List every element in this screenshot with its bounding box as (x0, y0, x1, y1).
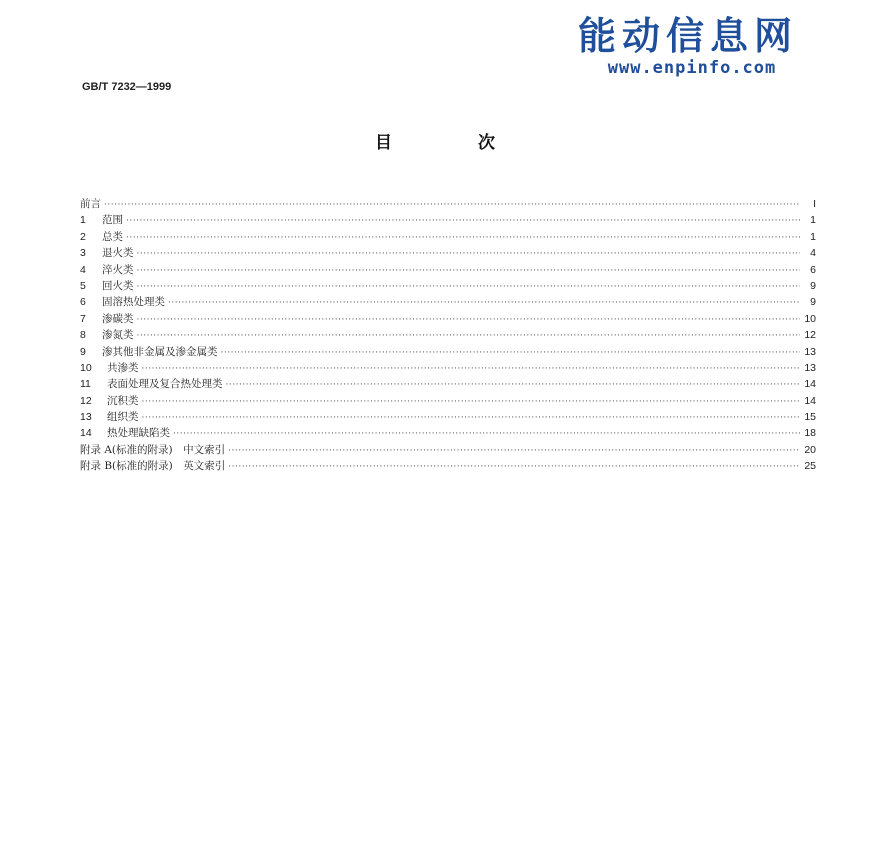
toc-entry[interactable] (80, 409, 816, 425)
toc-entry-number: 13 (80, 411, 92, 424)
page-title-part1: 目 (375, 133, 392, 153)
toc-entry-page: 25 (804, 460, 816, 473)
toc-entry-number: 7 (80, 312, 86, 325)
toc-entry-page: 10 (804, 312, 816, 325)
toc-entry-label: 共渗类 (107, 361, 139, 374)
toc-entry[interactable] (80, 212, 816, 228)
toc-leader (126, 213, 800, 229)
toc-entry-number: 11 (80, 378, 91, 391)
toc-entry-number: 4 (80, 263, 86, 276)
toc-entry[interactable] (80, 425, 816, 441)
toc-entry-page: 18 (804, 427, 816, 440)
toc-entry-page: 9 (810, 279, 816, 292)
toc-entry-number: 12 (80, 394, 92, 407)
toc-entry-page: I (813, 198, 816, 210)
toc-entry-label: 回火类 (102, 279, 134, 292)
toc-leader (126, 230, 800, 246)
toc-entry-label: 范围 (102, 214, 123, 227)
toc-entry[interactable] (80, 311, 816, 327)
toc-leader (168, 295, 800, 311)
toc-entry[interactable] (80, 262, 816, 278)
toc-leader (142, 410, 801, 426)
toc-entry-label: 固溶热处理类 (102, 296, 165, 309)
toc-entry-label: 附录 B(标准的附录) 英文索引 (80, 460, 226, 473)
toc-leader (173, 426, 800, 442)
toc-leader (137, 312, 801, 328)
toc-entry-number: 3 (80, 247, 86, 260)
toc-entry-number: 9 (80, 345, 86, 358)
toc-leader (226, 377, 801, 393)
toc-entry-label: 退火类 (102, 247, 134, 260)
toc-entry-page: 20 (804, 443, 816, 456)
toc-entry-label: 总类 (102, 230, 123, 243)
toc-entry[interactable] (80, 327, 816, 343)
toc-entry-page: 14 (804, 378, 816, 391)
toc-entry-page: 15 (804, 411, 816, 424)
toc-leader (137, 246, 801, 262)
toc-entry-number: 2 (80, 230, 86, 243)
toc-entry-number: 14 (80, 427, 92, 440)
toc-entry[interactable] (80, 344, 816, 360)
toc-entry-number: 6 (80, 296, 86, 309)
toc-entry-label: 沉积类 (107, 394, 139, 407)
toc-entry[interactable] (80, 294, 816, 310)
toc-entry[interactable] (80, 360, 816, 376)
toc-entry-page: 4 (810, 247, 816, 260)
toc-entry-page: 12 (804, 329, 816, 342)
document-code: GB/T 7232—1999 (82, 81, 172, 93)
toc-entry[interactable] (80, 229, 816, 245)
toc-entry-page: 14 (804, 394, 816, 407)
toc-entry-label: 组织类 (107, 411, 139, 424)
toc-entry-page: 1 (810, 214, 816, 227)
toc-entry-label: 表面处理及复合热处理类 (107, 378, 223, 391)
toc-entry[interactable] (80, 245, 816, 261)
toc-entry[interactable] (80, 196, 816, 212)
toc-entry[interactable] (80, 376, 816, 392)
toc-leader (221, 345, 801, 361)
toc-entry-label: 热处理缺陷类 (107, 427, 170, 440)
toc-entry-page: 1 (810, 230, 816, 243)
toc-leader (142, 361, 801, 377)
toc-leader (142, 394, 801, 410)
toc-entry-label: 附录 A(标准的附录) 中文索引 (80, 443, 226, 456)
toc-entry-label: 前言 (80, 198, 101, 210)
toc-entry[interactable] (80, 278, 816, 294)
page-title (0, 128, 870, 153)
toc-entry-number: 1 (80, 214, 86, 227)
toc-entry-label: 渗碳类 (102, 312, 134, 325)
toc-entry-label: 渗其他非金属及渗金属类 (102, 345, 218, 358)
toc-leader (137, 263, 801, 279)
toc-entry-page: 13 (804, 361, 816, 374)
toc-entry[interactable] (80, 458, 816, 474)
toc-entry-page: 13 (804, 345, 816, 358)
watermark-logo (528, 14, 848, 78)
toc-entry-number: 5 (80, 279, 86, 292)
table-of-contents (80, 196, 816, 475)
page-title-part2: 次 (478, 133, 495, 153)
toc-entry-number: 10 (80, 361, 92, 374)
toc-leader (228, 443, 800, 459)
toc-entry[interactable] (80, 442, 816, 458)
toc-entry-page: 6 (810, 263, 816, 276)
watermark-name: 能动信息网 (577, 14, 798, 58)
toc-entry-page: 9 (810, 296, 816, 309)
watermark-url: www.enpinfo.com (607, 58, 777, 78)
toc-entry[interactable] (80, 393, 816, 409)
toc-leader (104, 197, 800, 213)
toc-entry-number: 8 (80, 329, 86, 342)
toc-entry-label: 渗氮类 (102, 329, 134, 342)
toc-entry-label: 淬火类 (102, 263, 134, 276)
toc-leader (228, 459, 800, 475)
toc-leader (137, 328, 801, 344)
toc-leader (137, 279, 801, 295)
